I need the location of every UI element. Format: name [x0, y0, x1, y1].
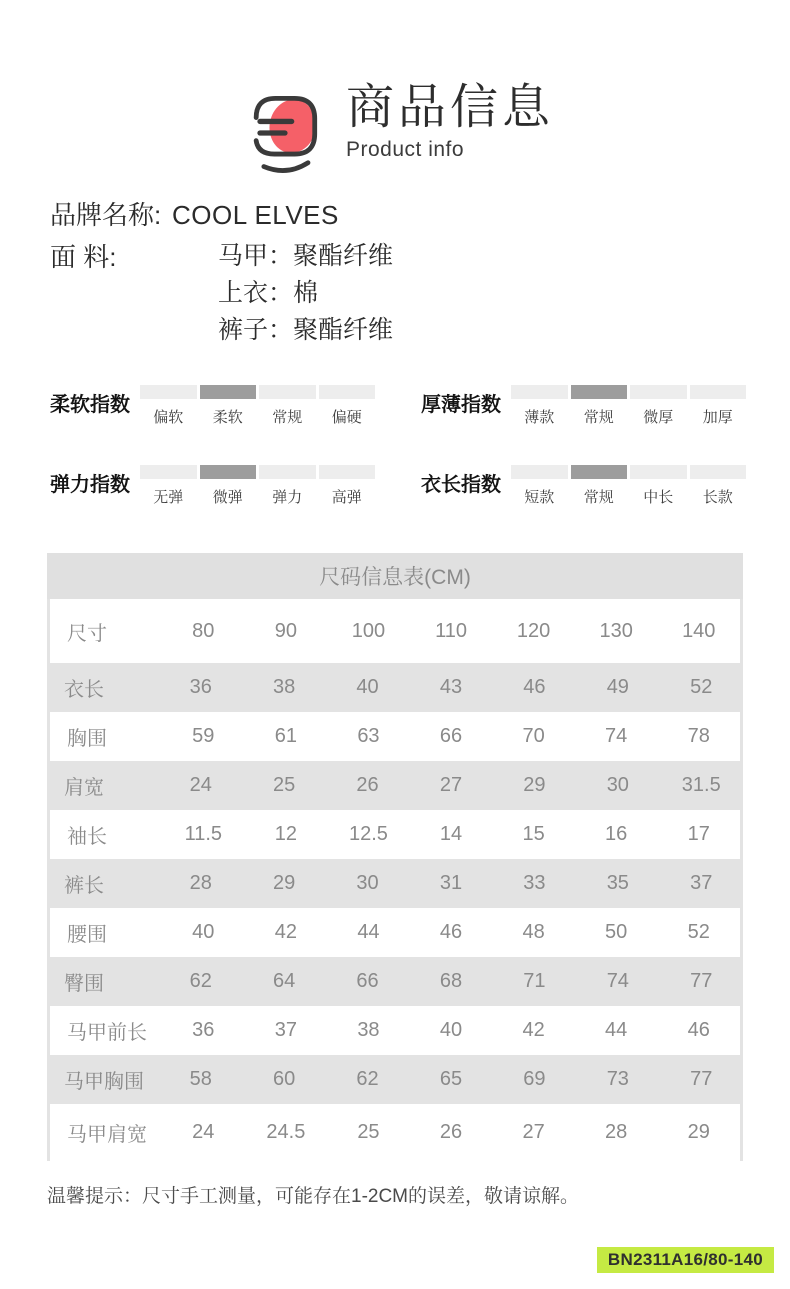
table-cell: 69: [523, 1068, 546, 1090]
table-row: [50, 712, 740, 761]
table-cell: 74: [605, 725, 628, 747]
table-row-label: 胸围: [67, 728, 107, 750]
index-bar: [259, 465, 316, 479]
brand-label: 品牌名称:: [50, 200, 162, 230]
table-cell: 130: [599, 619, 633, 642]
table-cell: 43: [439, 676, 463, 698]
index-segment: [259, 385, 316, 427]
header: [0, 0, 790, 182]
index-scale: [140, 465, 375, 507]
table-cell: 44: [357, 921, 380, 943]
fabric-line-vest: 马甲：聚酯纤维: [218, 242, 394, 270]
index-segment: [690, 385, 747, 427]
index-group: [421, 385, 746, 427]
table-cell: 15: [522, 823, 545, 845]
table-row-label: 衣长: [64, 679, 104, 701]
table-cell: 38: [273, 676, 296, 698]
table-cell: 60: [273, 1068, 296, 1090]
table-cell: 78: [687, 725, 710, 747]
index-bar: [511, 465, 568, 479]
index-option-label: 柔软: [212, 409, 243, 426]
index-option-label: 偏软: [153, 409, 184, 426]
index-scale: [140, 385, 375, 427]
index-group-label: 柔软指数: [50, 394, 130, 416]
table-row: [50, 599, 740, 663]
fabric-row: [50, 238, 790, 349]
index-segment: [630, 465, 687, 507]
table-cell: 44: [605, 1019, 628, 1041]
index-option-label: 长款: [702, 489, 733, 506]
index-scale: [511, 465, 746, 507]
product-attributes: [50, 196, 790, 349]
table-cell: 25: [357, 1121, 380, 1143]
table-cell: 40: [439, 1019, 463, 1041]
table-cell: 27: [522, 1121, 545, 1143]
index-segment: [511, 385, 568, 427]
table-cell: 36: [189, 676, 212, 698]
index-bar: [630, 385, 687, 399]
index-scale: [511, 385, 746, 427]
product-info-logo-icon: [236, 82, 332, 182]
measurement-note: 温馨提示：尺寸手工测量，可能存在1-2CM的误差，敬请谅解。: [47, 1186, 580, 1207]
table-cell: 12.5: [348, 823, 388, 845]
table-cell: 61: [274, 725, 297, 747]
sku-badge: BN2311A16/80-140: [597, 1247, 774, 1273]
index-segment: [319, 385, 376, 427]
table-cell: 29: [273, 872, 296, 894]
table-cell: 77: [690, 970, 713, 992]
index-bar: [140, 465, 197, 479]
table-cell: 46: [523, 676, 546, 698]
table-cell: 33: [523, 872, 546, 894]
index-option-label: 短款: [524, 489, 555, 506]
index-group: [50, 385, 375, 427]
index-option-label: 加厚: [702, 409, 733, 426]
table-cell: 28: [605, 1121, 628, 1143]
table-cell: 29: [687, 1121, 710, 1143]
page-title: 商品信息: [345, 81, 554, 134]
table-cell: 52: [690, 676, 713, 698]
table-row: [47, 957, 743, 1006]
index-segment: [630, 385, 687, 427]
index-group-label: 弹力指数: [50, 474, 130, 496]
index-bar: [140, 385, 197, 399]
table-cell: 77: [690, 1068, 713, 1090]
table-cell: 49: [606, 676, 629, 698]
index-option-label: 常规: [272, 409, 303, 426]
table-cell: 65: [439, 1068, 463, 1090]
index-option-label: 常规: [583, 409, 614, 426]
page-subtitle: Product info: [345, 138, 465, 161]
table-cell: 80: [192, 619, 215, 642]
table-row-label: 尺寸: [67, 622, 107, 645]
index-bar: [511, 385, 568, 399]
index-segment: [140, 385, 197, 427]
index-segment: [571, 385, 628, 427]
table-row-label: 马甲胸围: [64, 1071, 144, 1093]
index-bar: [319, 385, 376, 399]
table-cell: 64: [273, 970, 296, 992]
index-option-label: 高弹: [331, 489, 362, 506]
table-cell: 38: [357, 1019, 380, 1041]
index-bar-selected: [571, 385, 628, 399]
table-cell: 36: [192, 1019, 215, 1041]
table-cell: 17: [687, 823, 710, 845]
table-cell: 14: [439, 823, 463, 845]
index-segment: [200, 465, 257, 507]
index-option-label: 微弹: [212, 489, 243, 506]
fabric-line-top: 上衣：棉: [218, 279, 319, 307]
table-row: [50, 1006, 740, 1055]
table-cell: 25: [273, 774, 296, 796]
table-cell: 110: [435, 619, 467, 642]
table-row: [47, 859, 743, 908]
table-row: [47, 1055, 743, 1104]
table-cell: 90: [274, 619, 297, 642]
table-row: [47, 761, 743, 810]
table-cell: 63: [357, 725, 380, 747]
index-option-label: 微厚: [643, 409, 674, 426]
table-row-label: 腰围: [67, 924, 107, 946]
table-cell: 30: [356, 872, 379, 894]
table-cell: 71: [523, 970, 546, 992]
table-cell: 70: [522, 725, 545, 747]
index-group: [421, 465, 746, 507]
index-segment: [511, 465, 568, 507]
table-row-label: 袖长: [67, 826, 107, 848]
table-row-label: 臀围: [64, 973, 104, 995]
index-bar: [319, 465, 376, 479]
table-cell: 37: [274, 1019, 297, 1041]
table-cell: 26: [439, 1121, 463, 1143]
index-bar: [630, 465, 687, 479]
size-table-body: [47, 599, 743, 1161]
index-bar-selected: [200, 465, 257, 479]
index-option-label: 弹力: [272, 489, 303, 506]
index-segment: [690, 465, 747, 507]
table-cell: 62: [356, 1068, 379, 1090]
table-cell: 31.5: [681, 774, 721, 796]
table-cell: 46: [687, 1019, 710, 1041]
index-option-label: 薄款: [524, 409, 555, 426]
index-bar: [690, 385, 747, 399]
table-cell: 120: [516, 619, 551, 642]
size-table-title: 尺码信息表(CM): [47, 553, 743, 599]
table-cell: 24: [192, 1121, 215, 1143]
table-cell: 46: [439, 921, 463, 943]
table-cell: 66: [439, 725, 463, 747]
table-cell: 59: [192, 725, 215, 747]
brand-value: COOL ELVES: [172, 200, 339, 230]
table-cell: 68: [439, 970, 463, 992]
table-cell: 58: [189, 1068, 212, 1090]
index-group-label: 厚薄指数: [421, 394, 501, 416]
index-option-label: 无弹: [153, 489, 184, 506]
index-bar: [259, 385, 316, 399]
table-row-label: 马甲肩宽: [67, 1124, 147, 1146]
index-group: [50, 465, 375, 507]
table-cell: 11.5: [184, 823, 223, 845]
table-cell: 24: [189, 774, 212, 796]
index-option-label: 中长: [643, 489, 674, 506]
index-segment: [140, 465, 197, 507]
table-cell: 28: [189, 872, 212, 894]
table-row: [50, 810, 740, 859]
table-cell: 50: [605, 921, 628, 943]
table-cell: 30: [606, 774, 629, 796]
fabric-line-pants: 裤子：聚酯纤维: [218, 316, 394, 344]
table-cell: 62: [189, 970, 212, 992]
table-cell: 31: [439, 872, 463, 894]
index-option-label: 偏硬: [331, 409, 362, 426]
table-cell: 66: [356, 970, 379, 992]
table-cell: 100: [351, 619, 386, 642]
table-row-label: 肩宽: [64, 777, 104, 799]
size-table: [47, 553, 743, 1161]
index-segment: [319, 465, 376, 507]
table-cell: 40: [356, 676, 379, 698]
table-row-label: 马甲前长: [67, 1022, 147, 1044]
table-row: [50, 908, 740, 957]
index-bar: [690, 465, 747, 479]
brand-row: [50, 196, 790, 234]
table-cell: 37: [690, 872, 713, 894]
table-cell: 140: [682, 619, 716, 642]
index-segment: [259, 465, 316, 507]
index-segment: [571, 465, 628, 507]
table-cell: 40: [192, 921, 215, 943]
table-cell: 52: [687, 921, 710, 943]
table-cell: 12: [274, 823, 297, 845]
table-cell: 24.5: [266, 1121, 306, 1143]
table-cell: 42: [274, 921, 297, 943]
table-cell: 27: [439, 774, 463, 796]
index-segment: [200, 385, 257, 427]
table-cell: 16: [605, 823, 628, 845]
table-row: [47, 663, 743, 712]
table-cell: 42: [522, 1019, 545, 1041]
table-cell: 74: [606, 970, 629, 992]
index-section: [50, 385, 746, 507]
table-cell: 26: [356, 774, 379, 796]
fabric-label: 面 料:: [50, 242, 117, 272]
table-cell: 48: [522, 921, 545, 943]
table-cell: 35: [606, 872, 629, 894]
table-row-label: 裤长: [64, 875, 104, 897]
table-row: [50, 1104, 740, 1161]
table-cell: 29: [523, 774, 546, 796]
table-cell: 73: [606, 1068, 629, 1090]
index-option-label: 常规: [583, 489, 614, 506]
index-group-label: 衣长指数: [421, 474, 501, 496]
index-bar-selected: [571, 465, 628, 479]
fabric-values: [218, 238, 393, 349]
index-bar-selected: [200, 385, 257, 399]
